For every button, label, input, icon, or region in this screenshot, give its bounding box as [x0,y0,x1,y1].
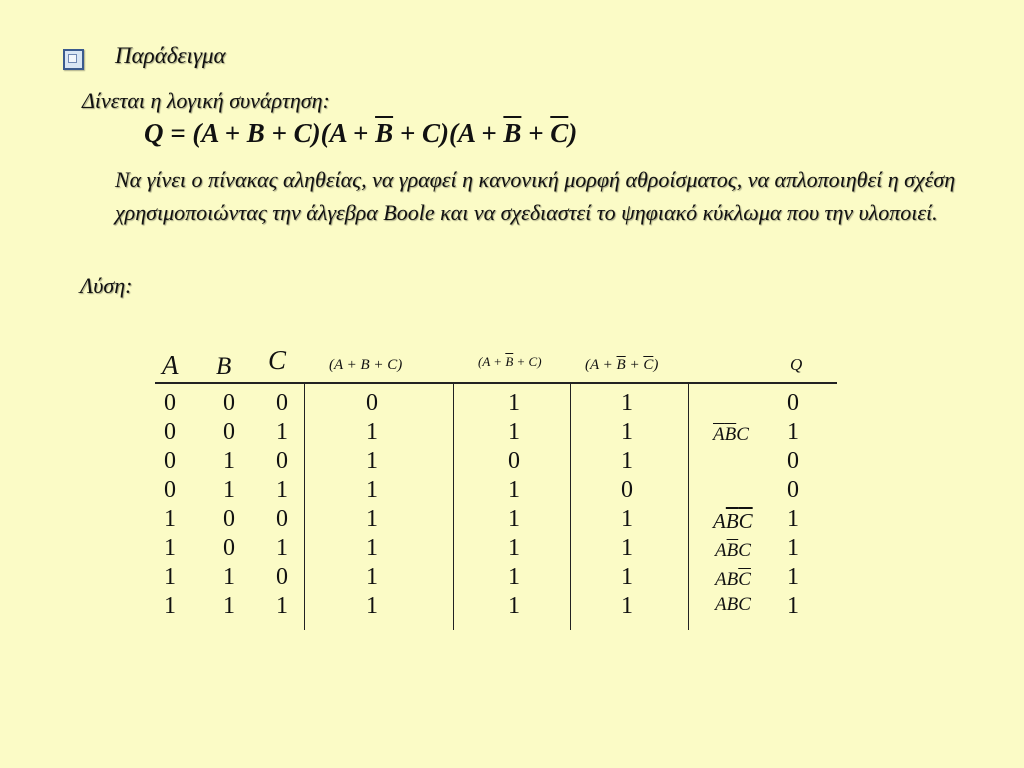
table-cell: 1 [621,506,633,532]
table-cell: 0 [621,477,633,503]
minterm-label: $A\overline{B}C$ [715,540,751,561]
table-cell: 0 [223,506,235,532]
table-cell: 1 [508,477,520,503]
table-cell: 0 [223,419,235,445]
table-cell: 1 [508,535,520,561]
header-b: B [216,353,232,380]
table-divider [453,384,454,630]
table-cell: 0 [276,448,288,474]
table-header-rule [155,382,837,384]
minterm-label: ABC [715,594,751,615]
table-cell: 0 [366,390,378,416]
table-divider [304,384,305,630]
table-cell: 1 [787,535,799,561]
table-cell: 1 [366,506,378,532]
table-cell: 1 [621,564,633,590]
table-cell: 1 [621,419,633,445]
header-expr-3: $(A + \overline{B} + \overline{C})$ [585,357,659,373]
table-cell: 1 [787,419,799,445]
table-cell: 1 [787,506,799,532]
table-cell: 0 [223,390,235,416]
table-cell: 1 [787,564,799,590]
table-cell: 1 [508,506,520,532]
table-cell: 1 [276,419,288,445]
minterm-label: $\overline{A}\overline{B}C$ [713,424,749,445]
table-cell: 0 [508,448,520,474]
table-cell: 1 [366,535,378,561]
table-cell: 1 [164,535,176,561]
table-cell: 1 [366,419,378,445]
table-cell: 1 [508,419,520,445]
table-cell: 1 [276,593,288,619]
table-cell: 0 [787,390,799,416]
table-cell: 1 [164,506,176,532]
table-cell: 1 [508,390,520,416]
table-cell: 0 [223,535,235,561]
table-cell: 0 [164,390,176,416]
table-cell: 1 [621,390,633,416]
table-cell: 1 [787,593,799,619]
boolean-function-formula: $Q = (A + B + C)(A + \overline{B} + C)(A + \overline{B} + \overline{C})$ [144,118,578,148]
table-cell: 0 [276,506,288,532]
header-expr-1: (A + B + C) [329,357,403,373]
table-cell: 1 [366,448,378,474]
header-c: C [268,345,287,375]
table-cell: 1 [164,593,176,619]
table-cell: 1 [223,593,235,619]
given-text: Δίνεται η λογική συνάρτηση: [82,88,330,113]
table-divider [688,384,689,630]
table-divider [570,384,571,630]
header-a: A [162,350,179,380]
table-cell: 0 [276,390,288,416]
table-cell: 1 [621,593,633,619]
solution-label: Λύση: [80,273,133,298]
table-cell: 0 [787,448,799,474]
table-cell: 1 [223,477,235,503]
header-expr-2: $(A + \overline{B} + C)$ [478,354,542,369]
table-cell: 1 [276,535,288,561]
slide-heading: Παράδειγμα [115,43,226,68]
table-cell: 1 [508,564,520,590]
table-cell: 1 [276,477,288,503]
table-cell: 1 [223,564,235,590]
minterm-label: $A\overline{B}\overline{C}$ [713,509,753,533]
table-cell: 1 [164,564,176,590]
table-cell: 1 [366,564,378,590]
table-cell: 1 [366,593,378,619]
table-cell: 0 [164,477,176,503]
table-cell: 1 [621,448,633,474]
table-cell: 0 [276,564,288,590]
table-cell: 1 [621,535,633,561]
table-cell: 1 [223,448,235,474]
table-cell: 1 [508,593,520,619]
table-cell: 1 [366,477,378,503]
table-cell: 0 [787,477,799,503]
minterm-label: $AB\overline{C}$ [715,569,751,590]
table-cell: 0 [164,419,176,445]
table-cell: 0 [164,448,176,474]
task-paragraph: Να γίνει ο πίνακας αληθείας, να γραφεί η κανονική μορφή αθροίσματος, να απλοποιηθεί η σχέση χρησιμοποιώντας την άλγεβρα Boole και να σχεδιαστεί το ψηφιακό κύκλωμα που την υλοποιεί. [115,167,956,225]
header-q: Q [790,355,803,374]
